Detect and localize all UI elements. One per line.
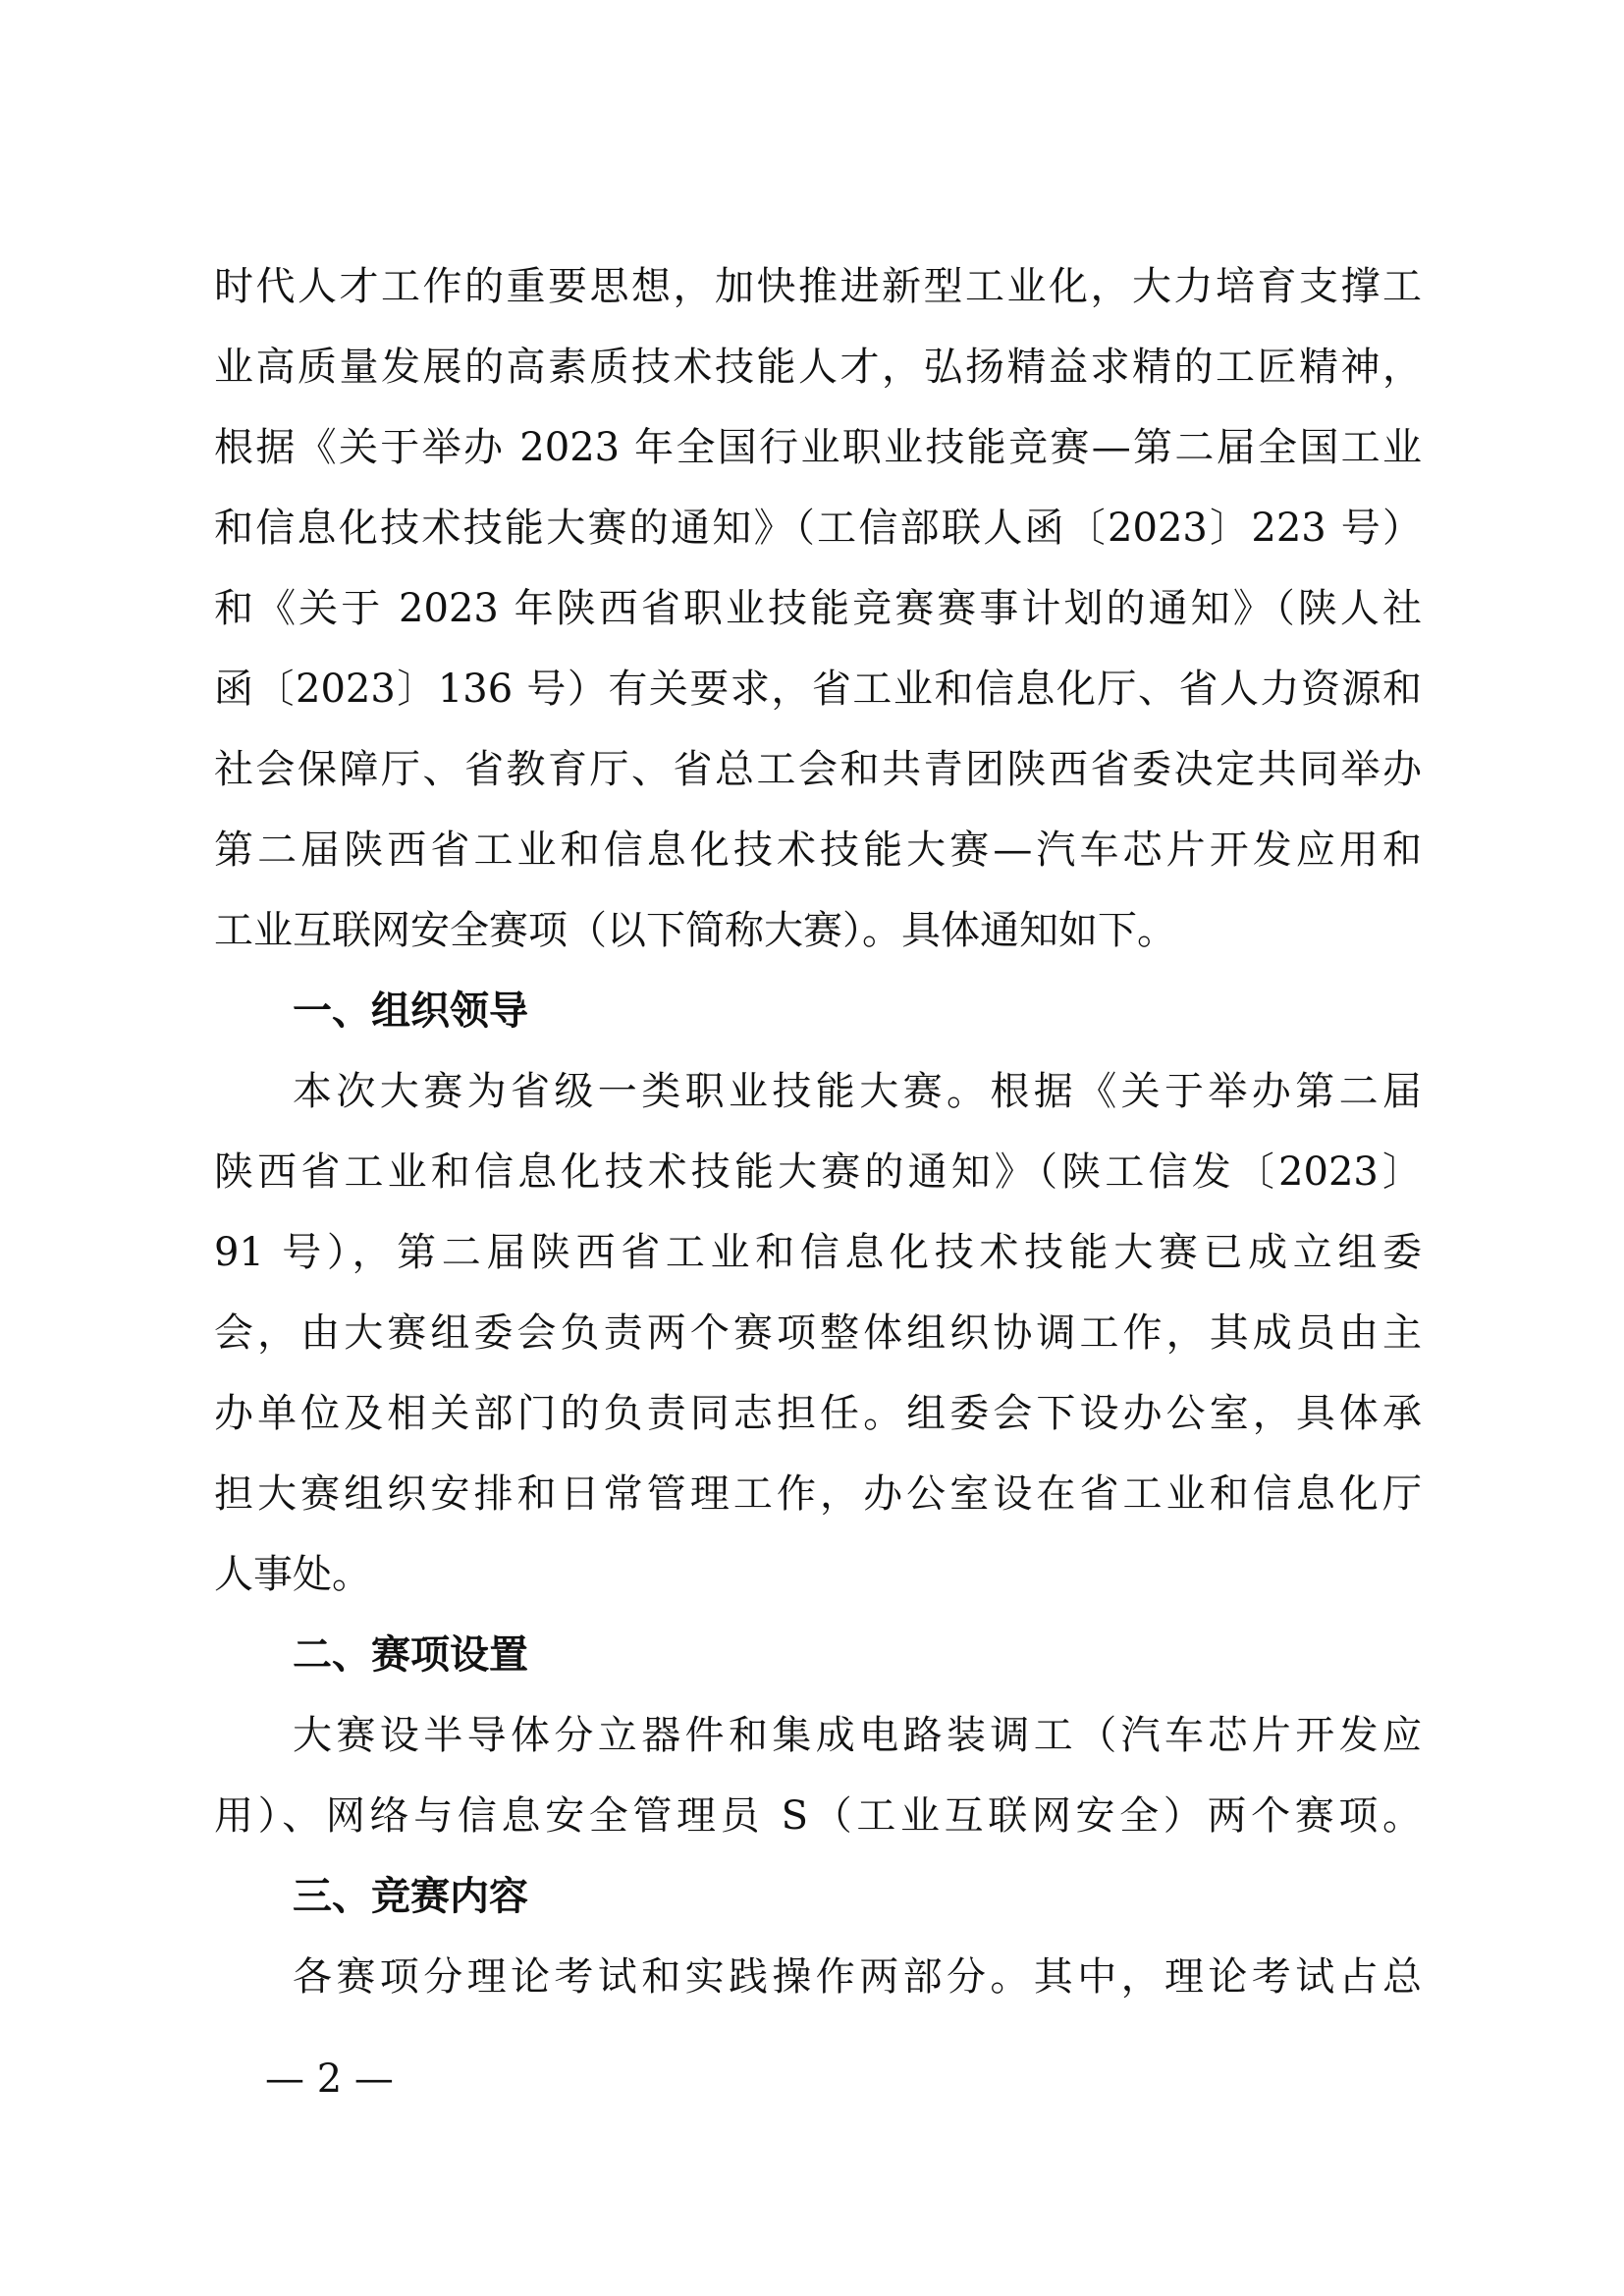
paragraph-1-line-5: 和《关于 2023 年陕西省职业技能竞赛赛事计划的通知》（陕人社 <box>214 586 1422 631</box>
paragraph-1-line-1: 时代人才工作的重要思想，加快推进新型工业化，大力培育支撑工 <box>214 264 1422 309</box>
paragraph-1-line-8: 第二届陕西省工业和信息化技术技能大赛—汽车芯片开发应用和 <box>214 828 1422 873</box>
paragraph-2-line-3: 91 号），第二届陕西省工业和信息化技术技能大赛已成立组委 <box>214 1230 1422 1275</box>
paragraph-2-line-1: 本次大赛为省级一类职业技能大赛。根据《关于举办第二届 <box>293 1069 1422 1114</box>
paragraph-3-line-2: 用）、网络与信息安全管理员 S（工业互联网安全）两个赛项。 <box>214 1793 1422 1839</box>
paragraph-1-line-2: 业高质量发展的高素质技术技能人才，弘扬精益求精的工匠精神， <box>214 345 1422 390</box>
paragraph-1-line-4: 和信息化技术技能大赛的通知》（工信部联人函〔2023〕223 号） <box>214 506 1422 551</box>
paragraph-1-line-7: 社会保障厅、省教育厅、省总工会和共青团陕西省委决定共同举办 <box>214 747 1422 792</box>
page-number: — 2 — <box>265 2056 394 2102</box>
paragraph-4-line-1: 各赛项分理论考试和实践操作两部分。其中，理论考试占总 <box>293 1954 1422 2000</box>
section-heading-organization: 一、组织领导 <box>293 988 528 1034</box>
paragraph-3-line-1: 大赛设半导体分立器件和集成电路装调工（汽车芯片开发应 <box>293 1713 1422 1758</box>
paragraph-2-line-5: 办单位及相关部门的负责同志担任。组委会下设办公室，具体承 <box>214 1391 1422 1436</box>
paragraph-1-line-3: 根据《关于举办 2023 年全国行业职业技能竞赛—第二届全国工业 <box>214 425 1422 470</box>
paragraph-1-line-6: 函〔2023〕136 号）有关要求，省工业和信息化厅、省人力资源和 <box>214 667 1422 712</box>
paragraph-1-line-9: 工业互联网安全赛项（以下简称大赛）。具体通知如下。 <box>214 908 1176 953</box>
section-heading-events: 二、赛项设置 <box>293 1632 528 1678</box>
paragraph-2-line-6: 担大赛组织安排和日常管理工作，办公室设在省工业和信息化厅 <box>214 1471 1422 1517</box>
section-heading-content: 三、竞赛内容 <box>293 1874 528 1919</box>
paragraph-2-line-2: 陕西省工业和信息化技术技能大赛的通知》（陕工信发〔2023〕 <box>214 1149 1422 1195</box>
paragraph-2-line-4: 会，由大赛组委会负责两个赛项整体组织协调工作，其成员由主 <box>214 1310 1422 1356</box>
paragraph-2-line-7: 人事处。 <box>214 1552 371 1597</box>
